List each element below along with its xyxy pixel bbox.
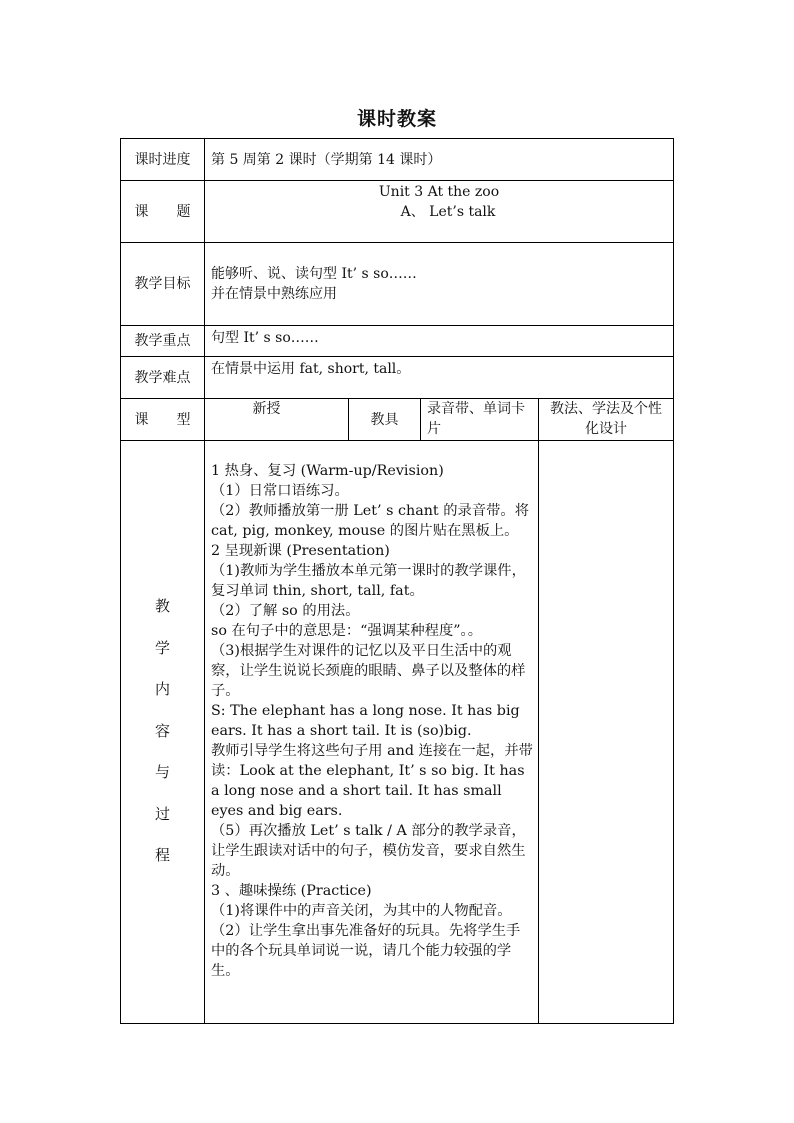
process-line: （2）教师播放第一册 Let’ s chant 的录音带。将 cat, pig, monkey, mouse 的图片贴在黑板上。 xyxy=(211,503,529,539)
method-label: 教法、学法及个性化设计 xyxy=(539,399,674,441)
progress-row xyxy=(121,139,674,181)
topic-part: A、 Let’s talk xyxy=(400,204,496,220)
process-label-char: 程 xyxy=(154,846,170,864)
topic-unit: Unit 3 At the zoo xyxy=(378,184,500,200)
process-label-char: 内 xyxy=(154,680,170,698)
process-label-char: 教 xyxy=(154,597,170,615)
process-row xyxy=(121,441,674,1024)
difficulty-value: 在情景中运用 fat, short, tall。 xyxy=(205,357,674,399)
method-column xyxy=(539,441,674,1024)
goal-line-2: 并在情景中熟练应用 xyxy=(211,286,337,302)
type-row xyxy=(121,399,674,441)
process-line: so 在句子中的意思是：“强调某种程度”。。 xyxy=(211,623,483,639)
process-label-char: 学 xyxy=(154,638,170,657)
goal-label: 教学目标 xyxy=(121,243,205,326)
process-label-char: 与 xyxy=(154,763,170,781)
tools-label: 教具 xyxy=(349,399,421,441)
topic-label: 课 题 xyxy=(121,181,205,243)
key-value: 句型 It’ s so…… xyxy=(205,326,674,357)
progress-label: 课时进度 xyxy=(121,139,205,181)
goal-row xyxy=(121,243,674,326)
topic-row xyxy=(121,181,674,243)
difficulty-label: 教学难点 xyxy=(121,357,205,399)
process-line: 3 、趣味操练 (Practice) xyxy=(211,883,372,899)
key-label: 教学重点 xyxy=(121,326,205,357)
process-line: （2）让学生拿出事先准备好的玩具。先将学生手中的各个玩具单词说一说，请几个能力较强的学生。 xyxy=(211,923,521,979)
topic-value xyxy=(205,181,674,243)
progress-value: 第 5 周第 2 课时（学期第 14 课时） xyxy=(205,139,674,181)
process-label xyxy=(121,441,205,1024)
process-line: S: The elephant has a long nose. It has big ears. It has a short tail. It is (so)big. xyxy=(211,703,520,739)
process-line: （3)根据学生对课件的记忆以及平日生活中的观察，让学生说说长颈鹿的眼睛、鼻子以及整体的样子。 xyxy=(211,643,526,699)
difficulty-row xyxy=(121,357,674,399)
process-line: 教师引导学生将这些句子用 and 连接在一起，并带读：Look at the elephant, It’ s so big. It has a long nose and a short tail. It has small eyes and big ears. xyxy=(211,743,533,819)
process-line: （1）日常口语练习。 xyxy=(211,483,349,499)
tools-value: 录音带、单词卡片 xyxy=(421,399,539,441)
process-line: （2）了解 so 的用法。 xyxy=(211,603,360,619)
type-label: 课 型 xyxy=(121,399,205,441)
goal-line-1: 能够听、说、读句型 It’ s so…… xyxy=(211,266,417,282)
process-label-char: 容 xyxy=(154,721,170,740)
process-content xyxy=(205,441,539,1024)
process-line: （1)将课件中的声音关闭，为其中的人物配音。 xyxy=(211,903,512,919)
process-line: （5）再次播放 Let’ s talk / A 部分的教学录音， 让学生跟读对话中的句子，模仿发音，要求自然生动。 xyxy=(211,823,526,879)
key-row xyxy=(121,326,674,357)
process-line: 2 呈现新课 (Presentation) xyxy=(211,543,390,559)
process-line: （1)教师为学生播放本单元第一课时的教学课件，复习单词 thin, short, tall, fat。 xyxy=(211,563,526,599)
goal-value xyxy=(205,243,674,326)
lesson-plan-table xyxy=(120,138,674,1024)
type-value: 新授 xyxy=(205,399,349,441)
process-line: 1 热身、复习 (Warm-up/Revision) xyxy=(211,463,444,479)
process-label-char: 过 xyxy=(154,804,170,823)
page-title: 课时教案 xyxy=(356,108,437,130)
